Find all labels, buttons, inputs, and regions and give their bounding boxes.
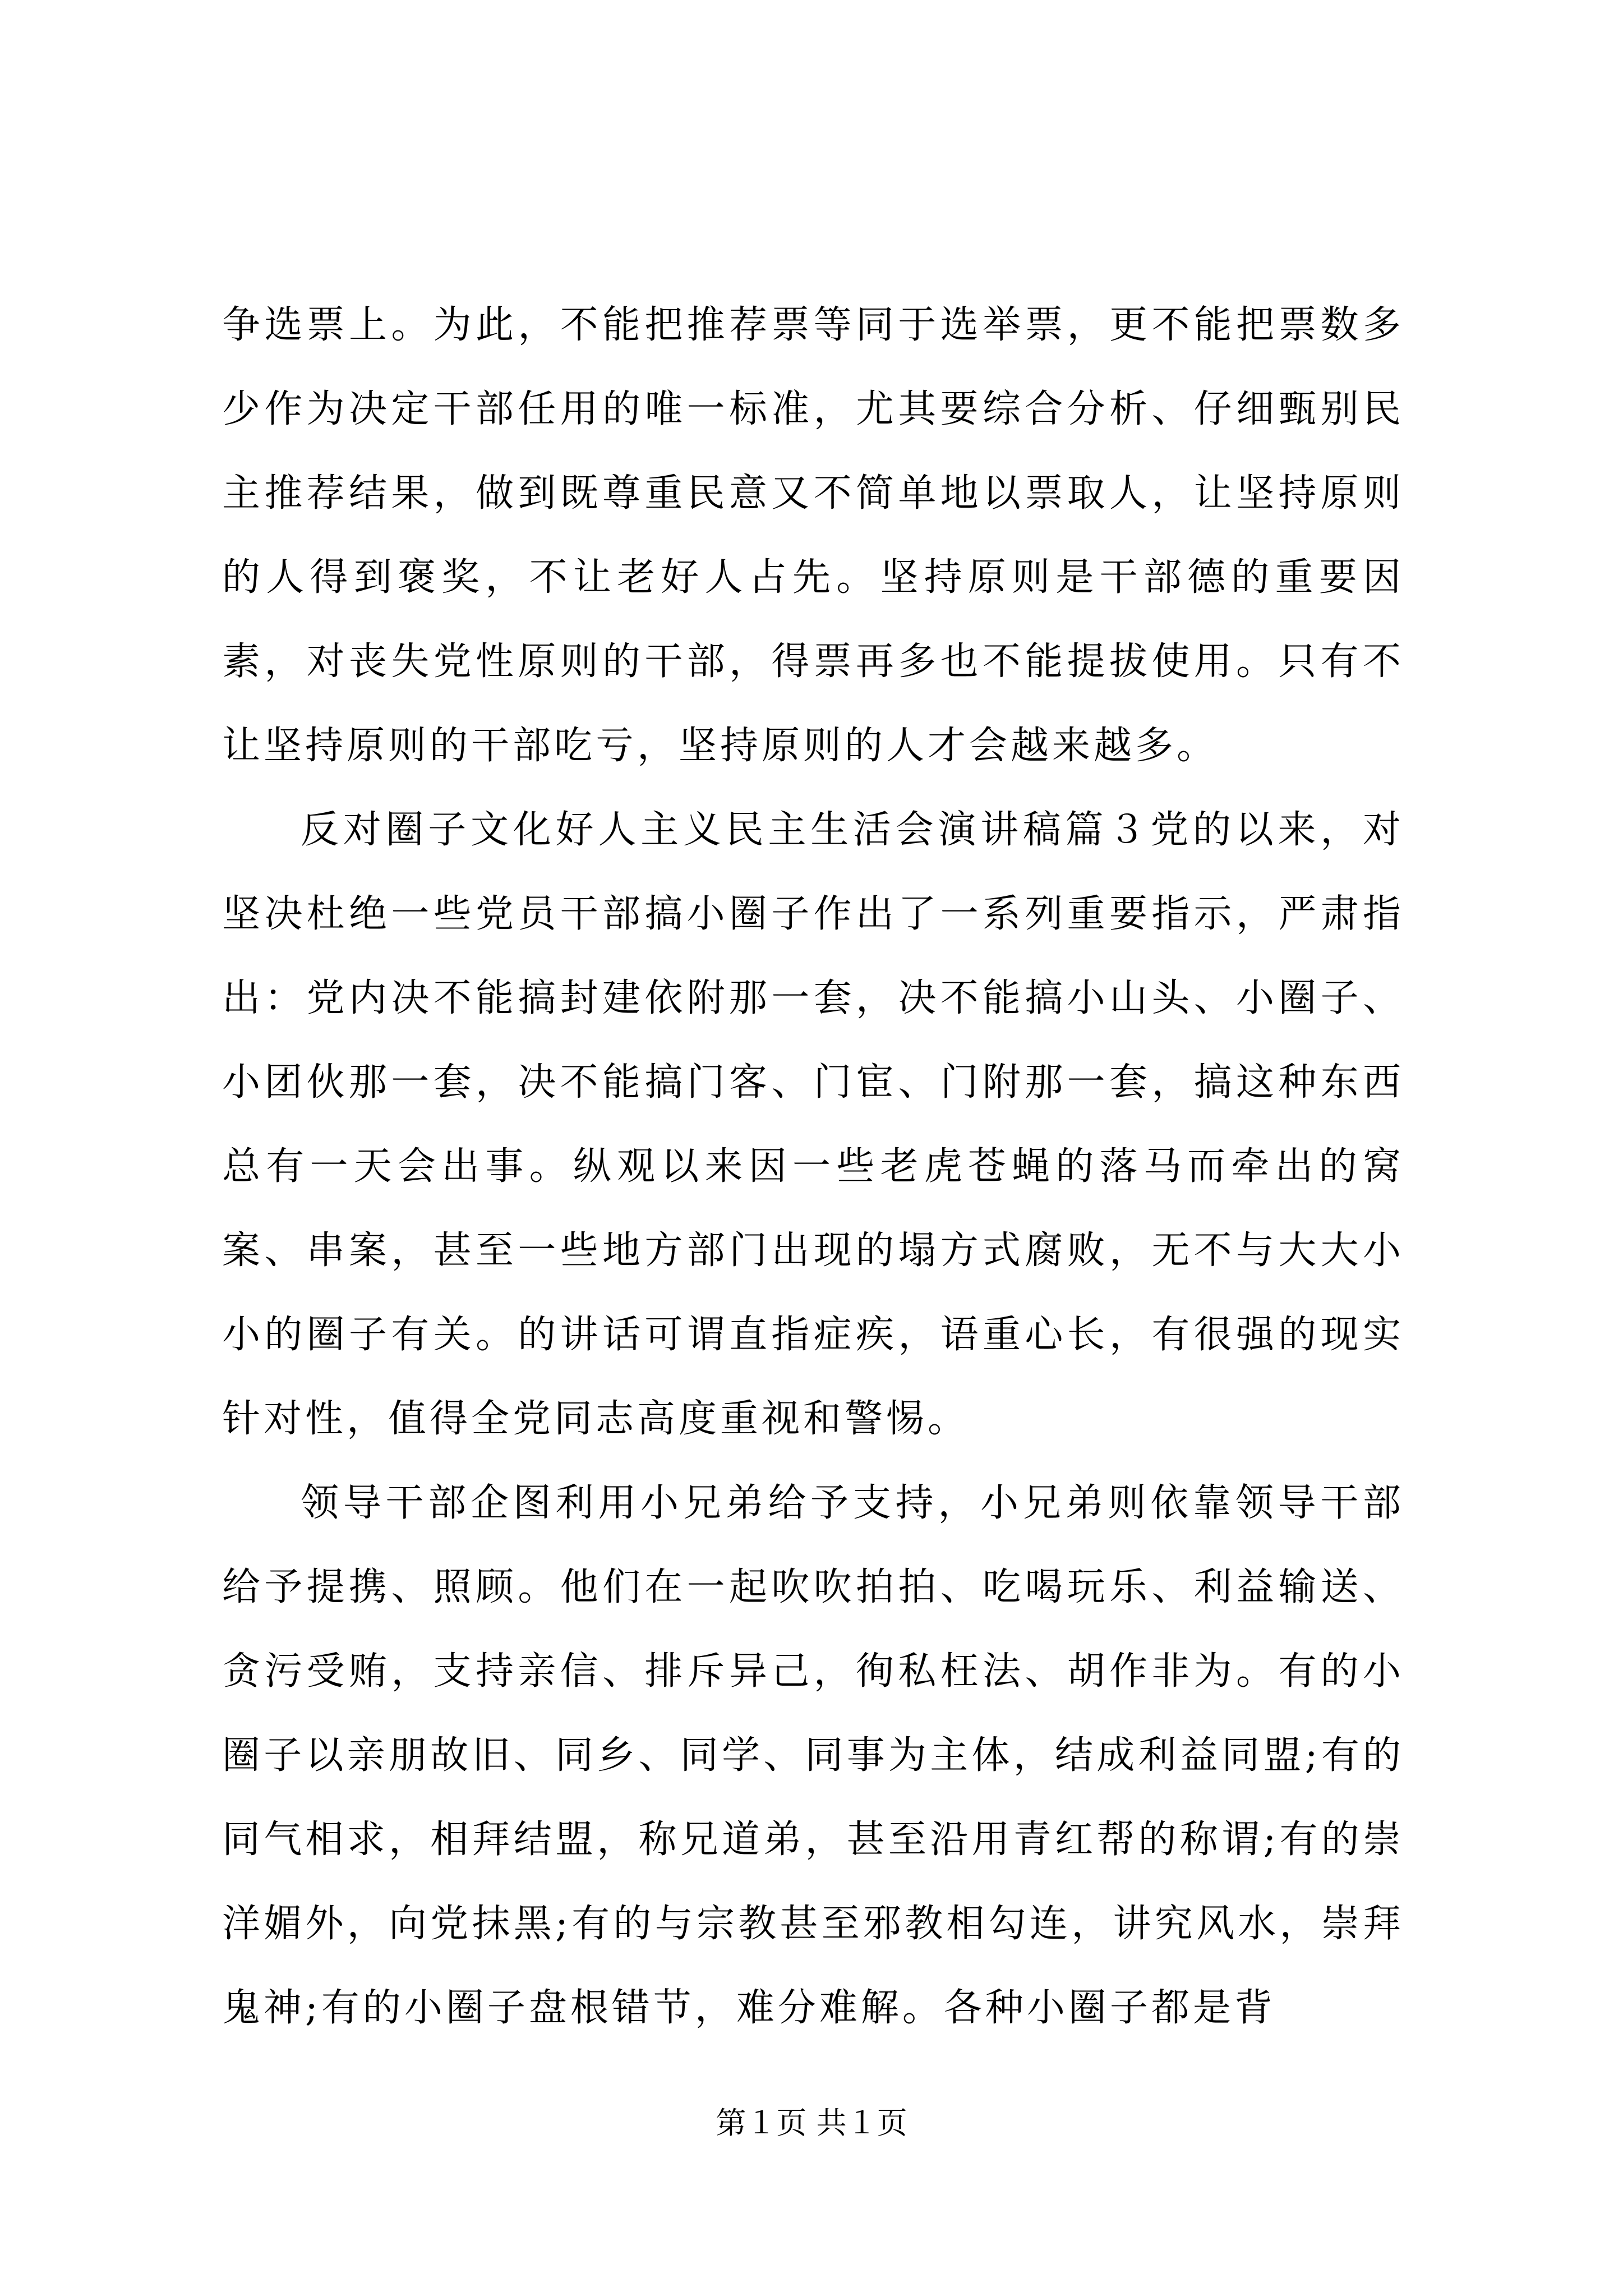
document-body	[222, 283, 1404, 2050]
paragraph-1: 争选票上。为此，不能把推荐票等同于选举票，更不能把票数多少作为决定干部任用的唯一标准，尤其要综合分析、仔细甄别民主推荐结果，做到既尊重民意又不简单地以票取人，让坚持原则的人得到褒奖，不让老好人占先。坚持原则是干部德的重要因素，对丧失党性原则的干部，得票再多也不能提拔使用。只有不让坚持原则的干部吃亏，坚持原则的人才会越来越多。	[222, 303, 1404, 768]
page-footer: 第１页 共１页	[716, 2105, 907, 2141]
paragraph-3: 领导干部企图利用小兄弟给予支持，小兄弟则依靠领导干部给予提携、照顾。他们在一起吹吹拍拍、吃喝玩乐、利益输送、贪污受贿，支持亲信、排斥异己，徇私枉法、胡作非为。有的小圈子以亲朋故旧、同乡、同学、同事为主体，结成利益同盟;有的同气相求，相拜结盟，称兄道弟，甚至沿用青红帮的称谓;有的崇洋媚外，向党抹黑;有的与宗教甚至邪教相勾连，讲究风水，崇拜鬼神;有的小圈子盘根错节，难分难解。各种小圈子都是背	[222, 1481, 1404, 2030]
paragraph-2: 反对圈子文化好人主义民主生活会演讲稿篇３党的以来，对坚决杜绝一些党员干部搞小圈子作出了一系列重要指示，严肃指出：党内决不能搞封建依附那一套，决不能搞小山头、小圈子、小团伙那一套，决不能搞门客、门宦、门附那一套，搞这种东西总有一天会出事。纵观以来因一些老虎苍蝇的落马而牵出的窝案、串案，甚至一些地方部门出现的塌方式腐败，无不与大大小小的圈子有关。的讲话可谓直指症疾，语重心长，有很强的现实针对性，值得全党同志高度重视和警惕。	[222, 808, 1404, 1441]
